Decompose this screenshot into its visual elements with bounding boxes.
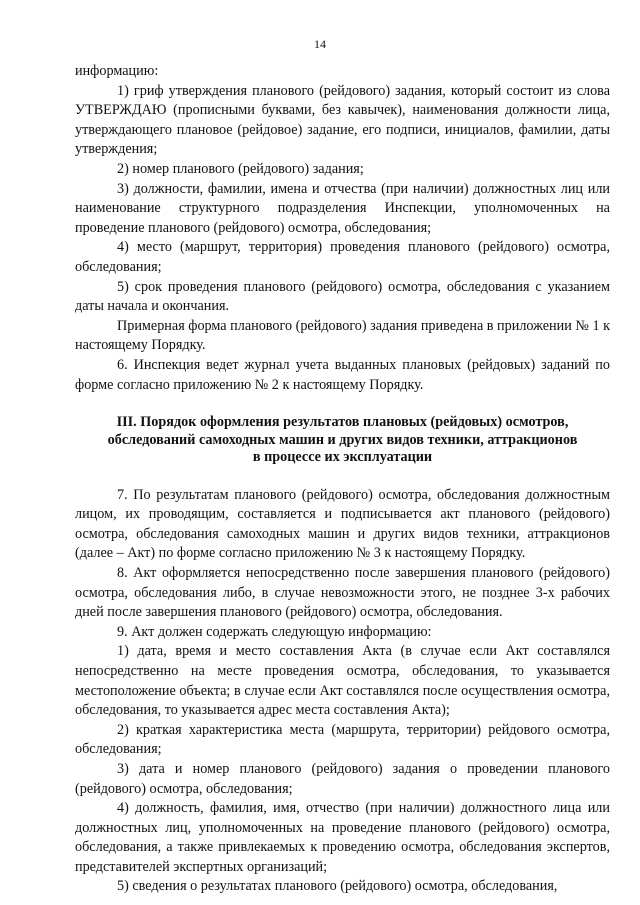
paragraph: 7. По результатам планового (рейдового) осмотра, обследования должностным лицом, их проводящим, составляется и подписывается акт планового (рейдового) осмотра, обследования самоходных машин и других видов техники, аттракционов (далее – Акт) по форме согласно приложению № 3 к настоящему Порядку. — [75, 486, 610, 562]
paragraph: 3) дата и номер планового (рейдового) задания о проведении планового (рейдового) осмотра, обследования; — [75, 760, 610, 797]
paragraph: 4) должность, фамилия, имя, отчество (при наличии) должностного лица или должностных лиц, уполномоченных на проведение планового (рейдового) осмотра, обследования, а также привлекаемых к проведению осмотра, обследования экспертов, представителей экспертных организаций; — [75, 800, 610, 875]
section-before-heading — [75, 62, 610, 395]
heading-line: III. Порядок оформления результатов плановых (рейдовых) осмотров, — [116, 414, 569, 431]
paragraph: 6. Инспекция ведет журнал учета выданных плановых (рейдовых) заданий по форме согласно приложению № 2 к настоящему Порядку. — [75, 356, 610, 393]
paragraph: 1) гриф утверждения планового (рейдового) задания, который состоит из слова УТВЕРЖДАЮ (прописными буквами, без кавычек), наименования должности лица, утверждающего плановое (рейдовое) задание, его подписи, инициалов, фамилии, даты утверждения; — [75, 82, 610, 158]
paragraph: информацию: — [75, 63, 159, 79]
heading-line: обследований самоходных машин и других видов техники, аттракционов — [107, 431, 578, 448]
section-heading — [75, 414, 610, 467]
paragraph: 5) сведения о результатах планового (рейдового) осмотра, обследования, — [117, 878, 558, 895]
page-number: 14 — [314, 37, 326, 51]
paragraph: 1) дата, время и место составления Акта (в случае если Акт составлялся непосредственно на месте проведения осмотра, обследования, то указывается местоположение объекта; в случае если Акт составлялся после осуществления осмотра, обследования, то указывается адрес места составления Акта); — [75, 643, 610, 719]
heading-line: в процессе их эксплуатации — [252, 449, 433, 466]
paragraph: 3) должности, фамилии, имена и отчества (при наличии) должностных лиц или наименование структурного подразделения Инспекции, уполномоченных на проведение планового (рейдового) осмотра, обследования; — [75, 180, 610, 236]
paragraph: 9. Акт должен содержать следующую информацию: — [117, 623, 432, 640]
paragraph: Примерная форма планового (рейдового) задания приведена в приложении № 1 к настоящему Порядку. — [75, 317, 610, 354]
paragraph: 4) место (маршрут, территория) проведения планового (рейдового) осмотра, обследования; — [75, 239, 610, 275]
paragraph: 2) краткая характеристика места (маршрута, территории) рейдового осмотра, обследования; — [75, 721, 610, 758]
paragraph: 8. Акт оформляется непосредственно после завершения планового (рейдового) осмотра, обследования либо, в случае невозможности этого, не позднее 3-х рабочих дней после завершения планового (рейдового) осмотра, обследования. — [75, 564, 610, 621]
section-after-heading — [75, 486, 610, 897]
paragraph: 2) номер планового (рейдового) задания; — [117, 160, 364, 177]
paragraph: 5) срок проведения планового (рейдового) осмотра, обследования с указанием даты начала и окончания. — [75, 278, 610, 315]
page-content — [75, 62, 610, 897]
